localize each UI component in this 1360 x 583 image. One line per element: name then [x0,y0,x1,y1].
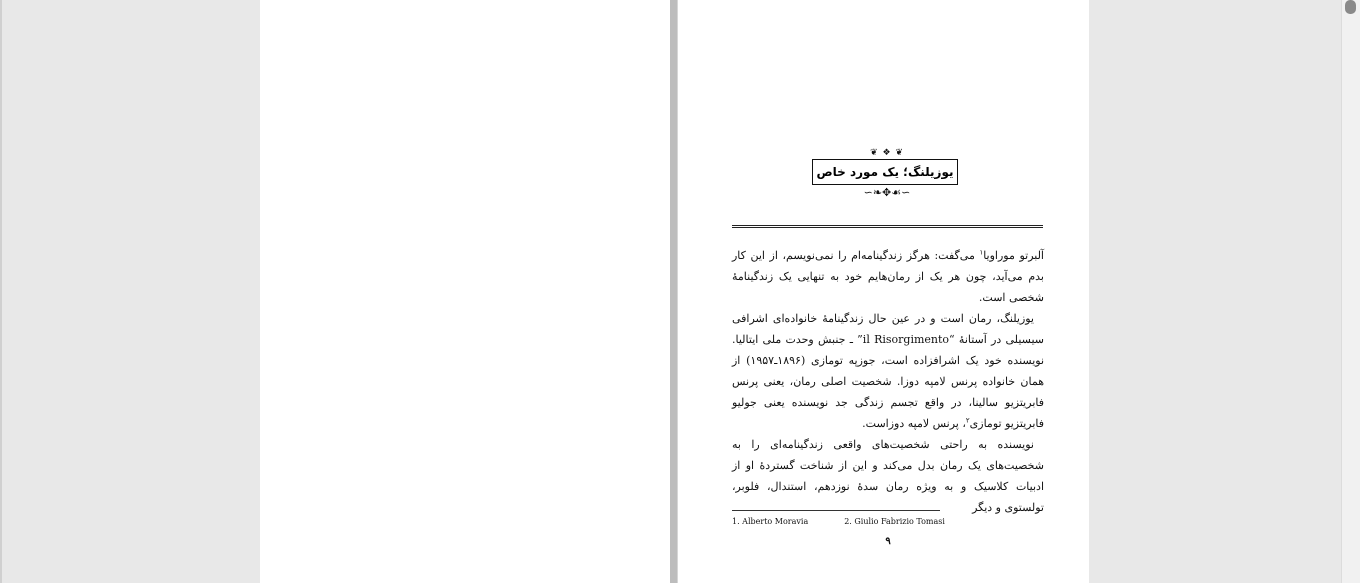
paragraph [732,308,1044,434]
footnote-marker: ۲ [965,416,970,425]
scrollbar-thumb[interactable] [1345,0,1356,14]
chapter-heading [812,148,962,202]
vertical-scrollbar[interactable] [1341,0,1360,583]
paragraph-text: می‌گفت: هرگز زندگینامه‌ام را نمی‌نویسم، از این کار بدم می‌آید، چون هر یک از رمان‌هایم خود به تنهایی یک زندگینامهٔ شخصی است. [732,249,1044,304]
footnote-item: 2. Giulio Fabrizio Tomasi [844,517,945,526]
paragraph [732,434,1044,518]
blank-left-page [260,0,670,583]
paragraph-text: آلبرتو موراویا [983,249,1044,262]
paragraph-text: نویسنده به راحتی شخصیت‌های واقعی زندگینامه‌ای را به شخصیت‌های یک رمان بدل می‌کند و این از شناخت گستردهٔ او از ادبیات کلاسیک و به ویژه رمان سدهٔ نوزدهم، استندال، فلوبر، تولستوی و دیگر [732,438,1044,514]
ornament-bottom-icon: ∽❧✥☙∽ [863,186,911,199]
footnotes [732,516,1044,528]
chapter-title: یوزیلنگ؛ یک مورد خاص [816,165,954,179]
paragraph-text: یوزیلنگ، رمان است و در عین حال زندگینامهٔ خانواده‌ای اشرافی سیسیلی در آستانهٔ “il Risorgimento” ـ جنبش وحدت ملی ایتالیا. نویسنده خود یک اشرافزاده است، جوزپه تومازی (۱۸۹۶ـ۱۹۵۷) از همان خانواده پرنس لامپه دوزا. شخصیت اصلی رمان، یعنی پرنس فابریتزیو سالینا، در واقع تجسم زندگی جد نویسنده یعنی جولیو فابریتزیو تومازی [732,312,1045,430]
text-page [678,0,1089,583]
footnote-divider [732,510,940,511]
heading-divider [732,225,1043,228]
body-text [732,245,1044,518]
paragraph-text: ، پرنس لامپه دوزاست. [862,417,966,430]
footnote-item: 1. Alberto Moravia [732,517,809,526]
footnote-marker: ۱ [979,248,984,257]
page-number: ۹ [885,536,891,547]
paragraph [732,245,1044,308]
ornament-top-icon: ❦ ❖ ❦ [870,148,904,158]
chapter-title-frame [812,159,958,185]
page-gutter [670,0,678,583]
